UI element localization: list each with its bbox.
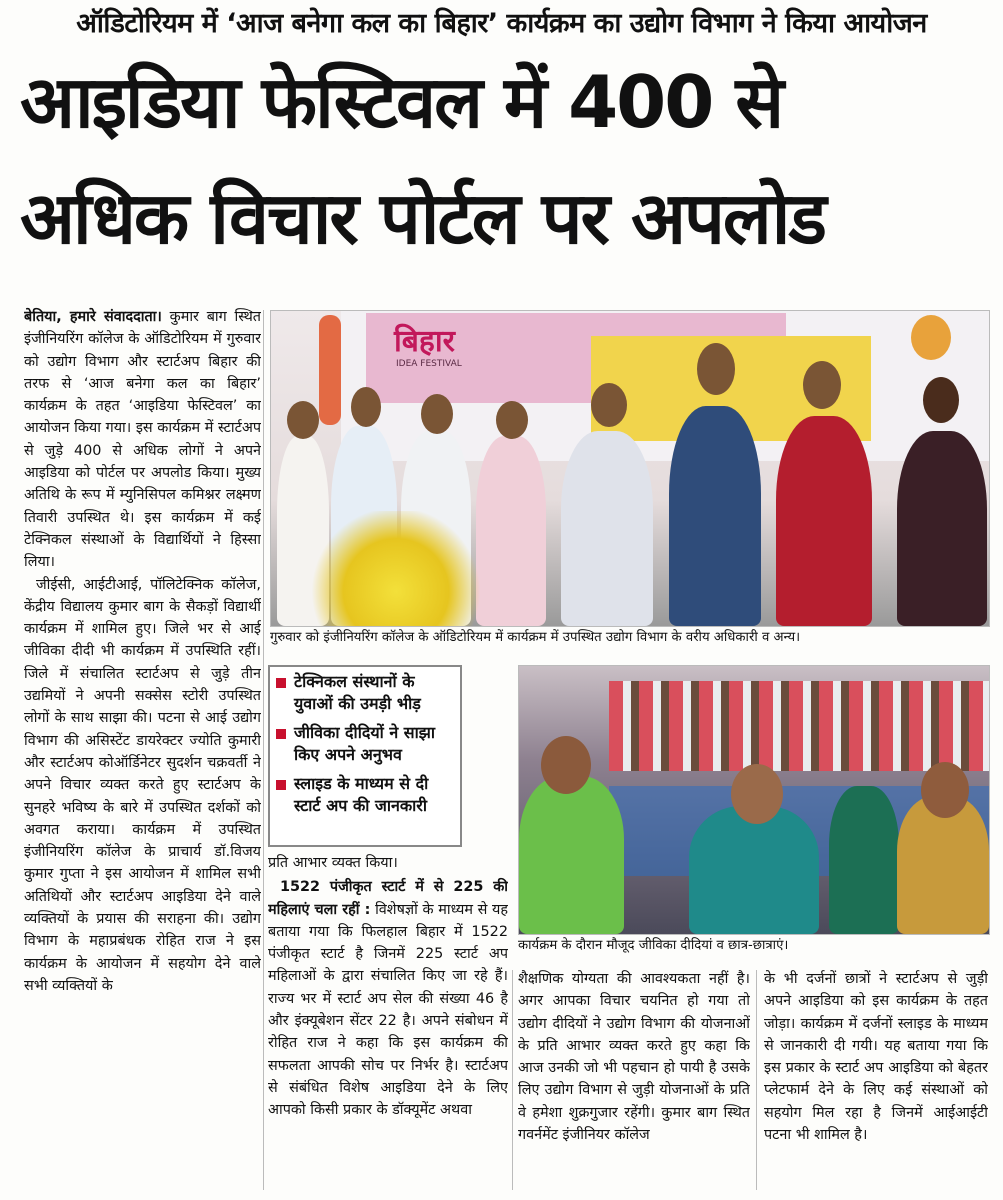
person-head bbox=[921, 762, 969, 818]
highlight-item bbox=[276, 773, 454, 817]
woman-seated bbox=[519, 776, 624, 934]
photo-2-caption: कार्यक्रम के दौरान मौजूद जीविका दीदियां व छात्र-छात्राएं। bbox=[518, 938, 789, 953]
person bbox=[776, 416, 872, 626]
highlight-text: जीविका दीदियों ने साझा किए अपने अनुभव bbox=[294, 723, 435, 764]
flower-garland-right bbox=[911, 315, 951, 360]
column-divider bbox=[263, 310, 264, 1190]
person-head bbox=[351, 387, 381, 427]
person-head bbox=[923, 377, 959, 423]
highlight-text: स्लाइड के माध्यम से दी स्टार्ट अप की जानकारी bbox=[294, 774, 429, 815]
article-column-2 bbox=[268, 852, 508, 1200]
highlight-item bbox=[276, 671, 454, 715]
person-head bbox=[731, 764, 783, 824]
photo-1-caption: गुरुवार को इंजीनियरिंग कॉलेज के ऑडिटोरियम में कार्यक्रम में उपस्थित उद्योग विभाग के वरीय अधिकारी व अन्य। bbox=[270, 630, 801, 645]
column-divider bbox=[512, 970, 513, 1190]
subheading: 1522 पंजीकृत स्टार्ट में से 225 की महिलाएं चला रहीं : bbox=[268, 879, 508, 918]
person-head bbox=[803, 361, 841, 409]
audience-crowd bbox=[609, 681, 989, 771]
article-column-3 bbox=[518, 968, 750, 1200]
audience-photo bbox=[518, 665, 990, 935]
article-column-4 bbox=[764, 968, 988, 1200]
person-head bbox=[496, 401, 528, 439]
person-head bbox=[591, 383, 627, 427]
person-head bbox=[421, 394, 453, 434]
article-paragraph-1 bbox=[24, 306, 261, 574]
dateline: बेतिया, हमारे संवाददाता। bbox=[24, 309, 162, 325]
person bbox=[476, 436, 546, 626]
article-paragraph-2: जीईसी, आईटीआई, पॉलिटेक्निक कॉलेज, केंद्रीय विद्यालय कुमार बाग के सैकड़ों विद्यार्थी कार्यक्रम में शामिल हुए। जिले भर से आई जीविका दीदी भी कार्यक्रम में उपस्थिति रहीं। जिले में संचालित स्टार्टअप से जुड़े तीन उद्यमियों ने अपनी सक्सेस स्टोरी उपस्थित लोगों के साथ साझा की। पटना से आई उद्योग विभाग की असिस्टेंट डायरेक्टर ज्योति कुमारी और स्टार्टअप कोऑर्डिनेटर सुदर्शन चक्रवर्ती ने अपने विचार व्यक्त करते हुए स्टार्टअप के सुनहरे भविष्य के बारे में उपस्थित दर्शकों को अवगत कराया। कार्यक्रम में उपस्थित इंजीनियरिंग कॉलेज के प्राचार्य डॉ.विजय कुमार गुप्ता ने इस आयोजन में शामिल सभी अतिथियों और स्टार्टअप आइडिया देने वाले व्यक्तियों के प्रयास की सराहना की। उद्योग विभाग के महाप्रबंधक रोहित राज ने इस कार्यक्रम के आयोजन में सहयोग देने वाले सभी व्यक्तियों के bbox=[24, 576, 261, 994]
bullet-square-icon bbox=[276, 780, 286, 790]
bullet-square-icon bbox=[276, 729, 286, 739]
column-2-paragraph bbox=[268, 876, 508, 1121]
person-head bbox=[541, 736, 591, 794]
highlight-item bbox=[276, 722, 454, 766]
person-head bbox=[287, 401, 319, 439]
flower-garland-left bbox=[319, 315, 341, 425]
article-column-1 bbox=[24, 306, 261, 1200]
headline-line-1: आइडिया फेस्टिवल में 400 से bbox=[20, 60, 783, 144]
banner-text: बिहार bbox=[394, 324, 455, 359]
paragraph-1-text: कुमार बाग स्थित इंजीनियरिंग कॉलेज के ऑडिटोरियम में गुरुवार को उद्योग विभाग और स्टार्टअप बिहार की तरफ से ‘आज बनेगा कल का बिहार’ कार्यक्रम के तहत ‘आइडिया फेस्टिवल’ का आयोजन किया गया। इस कार्यक्रम में स्टार्टअप से जुड़े 400 से अधिक लोगों ने अपने आइडिया को पोर्टल पर अपलोड किया। मुख्य अतिथि के रूप में म्युनिसिपल कमिश्नर लक्ष्मण तिवारी उपस्थित थे। इस कार्यक्रम में कई टेक्निकल संस्थाओं के विद्यार्थियों ने हिस्सा लिया। bbox=[24, 309, 261, 571]
highlight-text: टेक्निकल संस्थानों के युवाओं की उमड़ी भीड़ bbox=[294, 672, 421, 713]
person bbox=[669, 406, 761, 626]
column-2-text: विशेषज्ञों के माध्यम से यह बताया गया कि फिलहाल बिहार में 1522 पंजीकृत स्टार्ट है जिनमें 225 स्टार्ट अप महिलाओं के द्वारा संचालित किए जा रहे हैं। राज्य भर में स्टार्ट अप सेल की संख्या 46 है और इंक्यूबेशन सेंटर 22 है। अपने संबोधन में रोहित राज ने कहा कि इस कार्यक्रम की सफलता आपकी सोच पर निर्भर है। स्टार्टअप से संबंधित विशेष आइडिया देने के लिए आपको किसी प्रकार के डॉक्यूमेंट अथवा bbox=[268, 901, 508, 1119]
woman-seated bbox=[829, 786, 899, 934]
person bbox=[561, 431, 653, 626]
group-photo bbox=[270, 310, 990, 627]
column-2-continuation: प्रति आभार व्यक्त किया। bbox=[268, 855, 398, 871]
woman-seated bbox=[689, 806, 819, 934]
headline-line-2: अधिक विचार पोर्टल पर अपलोड bbox=[20, 176, 825, 260]
column-divider bbox=[756, 970, 757, 1190]
yellow-flower-bouquet bbox=[311, 511, 481, 626]
column-4-text: के भी दर्जनों छात्रों ने स्टार्टअप से जुड़ी अपने आइडिया को इस कार्यक्रम के तहत जोड़ा। कार्यक्रम में दर्जनों स्लाइड के माध्यम से जानकारी दी गयी। यह बताया गया कि इस प्रकार के स्टार्ट अप आइडिया को बेहतर प्लेटफार्म देने के लिए कई संस्थाओं को सहयोग मिल रहा है जिनमें आईआईटी पटना भी शामिल है। bbox=[764, 971, 988, 1144]
highlights-box bbox=[268, 665, 462, 847]
bullet-square-icon bbox=[276, 678, 286, 688]
person bbox=[897, 431, 987, 626]
column-3-text: शैक्षणिक योग्यता की आवश्यकता नहीं है। अगर आपका विचार चयनित हो गया तो उद्योग दीदियों ने उद्योग विभाग की योजनाओं के प्रति आभार व्यक्त करते हुए कहा कि आज उनकी जो भी पहचान हो पायी है उसके लिए उद्योग विभाग से जुड़ी योजनाओं के प्रति वे हमेशा शुक्रगुजार रहेंगी। कुमार बाग स्थित गवर्नमेंट इंजीनियर कॉलेज bbox=[518, 971, 750, 1144]
banner-sub: IDEA FESTIVAL bbox=[396, 359, 462, 369]
kicker-headline: ऑडिटोरियम में ‘आज बनेगा कल का बिहार’ कार्यक्रम का उद्योग विभाग ने किया आयोजन bbox=[76, 8, 927, 39]
person-head bbox=[697, 343, 735, 395]
